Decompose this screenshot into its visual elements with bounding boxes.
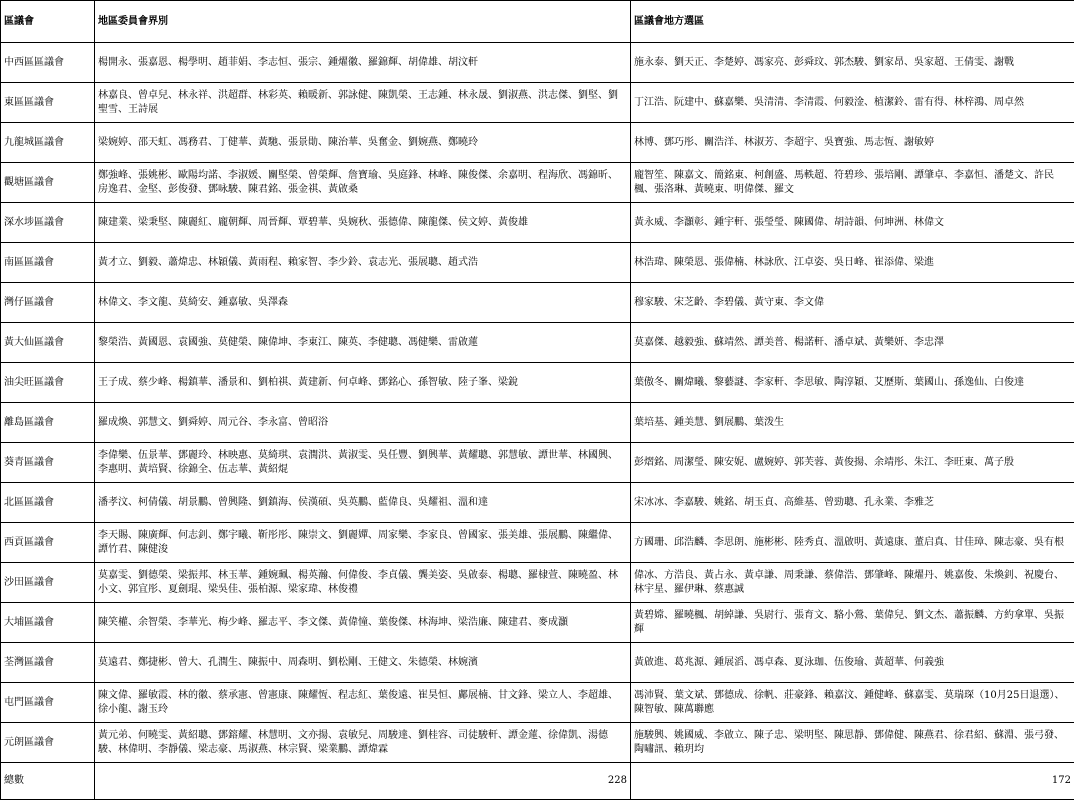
local-constituency-members: 宋冰冰、李嘉駿、姚銘、胡玉貞、高維基、曾勁聰、孔永業、李雅芝 (631, 483, 1074, 523)
committee-sector-members: 梁婉婷、邵天虹、馮務君、丁健華、黃馳、張景勛、陳治華、吳奮金、劉婉燕、鄭曉玲 (95, 123, 631, 163)
table-row (1, 643, 1074, 683)
local-constituency-members: 施駿興、姚國威、李啟立、陳子忠、梁明堅、陳思靜、鄧偉健、陳燕君、徐君紹、蘇淵、張弓發、陶嘯訊、賴玥均 (631, 723, 1074, 763)
table-row (1, 83, 1074, 123)
local-constituency-members: 黃永威、李灝彰、鍾宇軒、張瑩瑩、陳國偉、胡詩韻、何坤洲、林偉文 (631, 203, 1074, 243)
table-row (1, 243, 1074, 283)
header-district-council: 區議會 (1, 1, 95, 43)
district-council-name: 荃灣區議會 (1, 643, 95, 683)
committee-sector-members: 王子成、蔡少峰、楊鎮華、潘景和、劉柏祺、黃建新、何卓峰、鄧銘心、孫智敏、陸子峯、梁銳 (95, 363, 631, 403)
local-constituency-members: 莫嘉傑、越毅強、蘇靖然、譚美普、楊諾軒、潘卓斌、黃樂妍、李忠澤 (631, 323, 1074, 363)
local-constituency-members: 馮沛賢、葉文斌、鄧德成、徐帆、莊豪鋒、賴嘉汶、鍾健峰、蘇嘉雯、莫瑞琛（10月25日退選）、陳智敏、陳萬聯應 (631, 683, 1074, 723)
total-committee-count: 228 (95, 763, 631, 800)
district-council-name: 元朗區議會 (1, 723, 95, 763)
committee-sector-members: 鄭強峰、張姚彬、歐陽均諾、李淑媛、關堅榮、曾榮輝、詹寶瑜、吳庭鋒、林峰、陳俊傑、余嘉明、程海欣、馮錦昕、房逸君、金堅、彭俊發、鄧咏駿、陳君銘、張金祺、黃啟桑 (95, 163, 631, 203)
local-constituency-members: 黃碧嫦、羅曉楓、胡綽謙、吳尉行、張育文、駱小鶯、葉偉兒、劉文杰、蕭振麟、方約拿單、吳振輝 (631, 603, 1074, 643)
committee-sector-members: 潘孝汶、柯倩儀、胡景鵬、曾興隆、劉鎮海、侯漢碩、吳英鵬、藍偉良、吳耀祖、溫和達 (95, 483, 631, 523)
header-local-constituency: 區議會地方選區 (631, 1, 1074, 43)
total-label: 總數 (1, 763, 95, 800)
local-constituency-members: 丁江浩、阮建中、蘇嘉樂、吳清清、李清霞、何毅淦、植潔鈴、雷有得、林梓鴻、周卓然 (631, 83, 1074, 123)
district-council-name: 油尖旺區議會 (1, 363, 95, 403)
committee-sector-members: 羅成煥、郭慧文、劉舜婷、周元谷、李永富、曾昭浴 (95, 403, 631, 443)
local-constituency-members: 穆家駿、宋芝齡、李碧儀、黃守東、李文偉 (631, 283, 1074, 323)
district-council-name: 中西區區議會 (1, 43, 95, 83)
table-row (1, 403, 1074, 443)
committee-sector-members: 黎榮浩、黃國恩、袁國強、莫健榮、陳偉坤、李東江、陳英、李健聰、馮健樂、雷啟蓮 (95, 323, 631, 363)
committee-sector-members: 楊開永、張嘉恩、楊學明、趙菲娟、李志恒、張宗、鍾燿徽、羅錦輝、胡偉雄、胡汶軒 (95, 43, 631, 83)
header-row (1, 1, 1074, 43)
header-committee-sector: 地區委員會界別 (95, 1, 631, 43)
total-local-count: 172 (631, 763, 1074, 800)
table-row (1, 683, 1074, 723)
committee-sector-members: 陳文偉、羅敏霞、林的徽、蔡承憲、曾憲康、陳耀恆、程志紅、葉俊遠、崔昊恒、鄺展楠、甘文鋒、梁立人、李超雄、徐小龍、謝玉玲 (95, 683, 631, 723)
district-council-name: 沙田區議會 (1, 563, 95, 603)
table-row (1, 203, 1074, 243)
local-constituency-members: 龐智笙、陳嘉文、簡銘東、柯創盛、馬軼超、符碧珍、張培剛、譚肇卓、李嘉恒、潘楚文、許民楓、張洛琳、黃曉東、明偉傑、羅文 (631, 163, 1074, 203)
committee-sector-members: 陳笑權、余智榮、李華光、梅少峰、羅志平、李文傑、黃偉憧、葉俊傑、林海坤、梁浩廉、陳建君、麥成灝 (95, 603, 631, 643)
table-row (1, 603, 1074, 643)
committee-sector-members: 李偉樂、伍景華、鄧麗玲、林映惠、莫綺琪、袁潤洪、黃淑雯、吳任豐、劉興華、黃耀聰、郭慧敏、譚世華、林國興、李惠明、黃培賢、徐錦全、伍志華、黃紹焜 (95, 443, 631, 483)
district-council-name: 觀塘區議會 (1, 163, 95, 203)
committee-sector-members: 林偉文、李文龍、莫綺安、鍾嘉敏、吳澤森 (95, 283, 631, 323)
district-council-name: 屯門區議會 (1, 683, 95, 723)
district-council-name: 大埔區議會 (1, 603, 95, 643)
local-constituency-members: 葉傲冬、關煒曦、黎藝謎、李家軒、李思敏、陶淳穎、艾歷斯、葉國山、孫逸仙、白俊達 (631, 363, 1074, 403)
table-row (1, 283, 1074, 323)
table-row (1, 443, 1074, 483)
district-council-name: 離島區議會 (1, 403, 95, 443)
local-constituency-members: 葉培基、鍾美慧、劉展鵬、葉泼生 (631, 403, 1074, 443)
local-constituency-members: 施永泰、劉天正、李楚婷、馮家亮、彭舜玟、郭杰駿、劉家昂、吳家超、王倩雯、謝戰 (631, 43, 1074, 83)
table-row (1, 43, 1074, 83)
table-body (1, 43, 1074, 763)
district-council-name: 北區區議會 (1, 483, 95, 523)
district-council-name: 黃大仙區議會 (1, 323, 95, 363)
table-row (1, 163, 1074, 203)
committee-sector-members: 莫嘉雯、劉德榮、梁振邦、林玉華、鍾婉珮、楊英瀚、何偉俊、李貞儀、龔美姿、吳啟泰、楊聰、羅棣萱、陳曉盈、林小文、郭宜彤、夏劍琨、梁吳佳、張柏源、梁家瑋、林俊禮 (95, 563, 631, 603)
table-row (1, 723, 1074, 763)
local-constituency-members: 黃啟進、葛兆源、鍾展滔、馮卓森、夏泳珈、伍俊瑜、黃超華、何義強 (631, 643, 1074, 683)
local-constituency-members: 林博、鄧巧彤、關浩洋、林淑芳、李超宇、吳寶強、馬志恆、謝敏婷 (631, 123, 1074, 163)
local-constituency-members: 方國珊、邱浩麟、李思朗、施彬彬、陸秀貞、溫啟明、黃遠康、董启真、甘佳璋、陳志豪、吳有根 (631, 523, 1074, 563)
committee-sector-members: 黃才立、劉毅、蕭煒忠、林穎儀、黃雨程、賴家智、李少鈴、袁志光、張展聰、趙式浩 (95, 243, 631, 283)
committee-sector-members: 李天賜、陳廣輝、何志釗、鄭宇曦、靳彤彤、陳崇文、劉麗嬋、周家樂、李家良、曾國家、張美雄、張展鵬、陳繼偉、譚竹君、陳健浚 (95, 523, 631, 563)
local-constituency-members: 林浩瑋、陳榮恩、張偉楠、林詠欣、江卓姿、吳日峰、崔添偉、梁進 (631, 243, 1074, 283)
committee-sector-members: 黃元弟、何曉雯、黃紹聰、鄧鎔耀、林慧明、文亦揚、袁敏兒、周駿達、劉桂容、司徒駿軒、譚金蓮、徐偉凱、湯德駿、林偉明、李靜儀、梁志豪、馬淑燕、林宗賢、梁業鵬、譚煒霖 (95, 723, 631, 763)
committee-sector-members: 陳建業、梁秉堅、陳麗紅、龐朝輝、周晉輝、覃碧華、吳婉秋、張德偉、陳龍傑、侯文婷、黃俊雄 (95, 203, 631, 243)
table-row (1, 323, 1074, 363)
district-council-name: 南區區議會 (1, 243, 95, 283)
table-row (1, 523, 1074, 563)
table-row (1, 563, 1074, 603)
local-constituency-members: 彭熠銘、周潔瑩、陳安妮、盧婉婷、郭芙蓉、黃俊揚、余靖彤、朱江、李旺東、萬子殷 (631, 443, 1074, 483)
committee-sector-members: 莫遠君、鄭捷彬、曾大、孔潤生、陳振中、周森明、劉松剛、王健文、朱德榮、林婉濱 (95, 643, 631, 683)
district-council-name: 東區區議會 (1, 83, 95, 123)
district-council-name: 葵青區議會 (1, 443, 95, 483)
total-row (1, 763, 1074, 800)
local-constituency-members: 偉冰、方浩良、黃占永、黃卓謙、周秉謙、蔡偉浩、鄧肇峰、陳燿丹、姚嘉俊、朱煥釗、祝慶台、林宇星、羅伊琳、蔡惠誠 (631, 563, 1074, 603)
table-row (1, 363, 1074, 403)
committee-sector-members: 林嘉良、曾卓兒、林永祥、洪超群、林彩英、賴暖新、郭詠健、陳凱榮、王志鍾、林永晟、劉淑燕、洪志傑、劉堅、劉聖雪、王詩展 (95, 83, 631, 123)
table-row (1, 483, 1074, 523)
district-council-name: 九龍城區議會 (1, 123, 95, 163)
district-council-name: 灣仔區議會 (1, 283, 95, 323)
district-council-name: 深水埗區議會 (1, 203, 95, 243)
district-council-name: 西貢區議會 (1, 523, 95, 563)
table-row (1, 123, 1074, 163)
